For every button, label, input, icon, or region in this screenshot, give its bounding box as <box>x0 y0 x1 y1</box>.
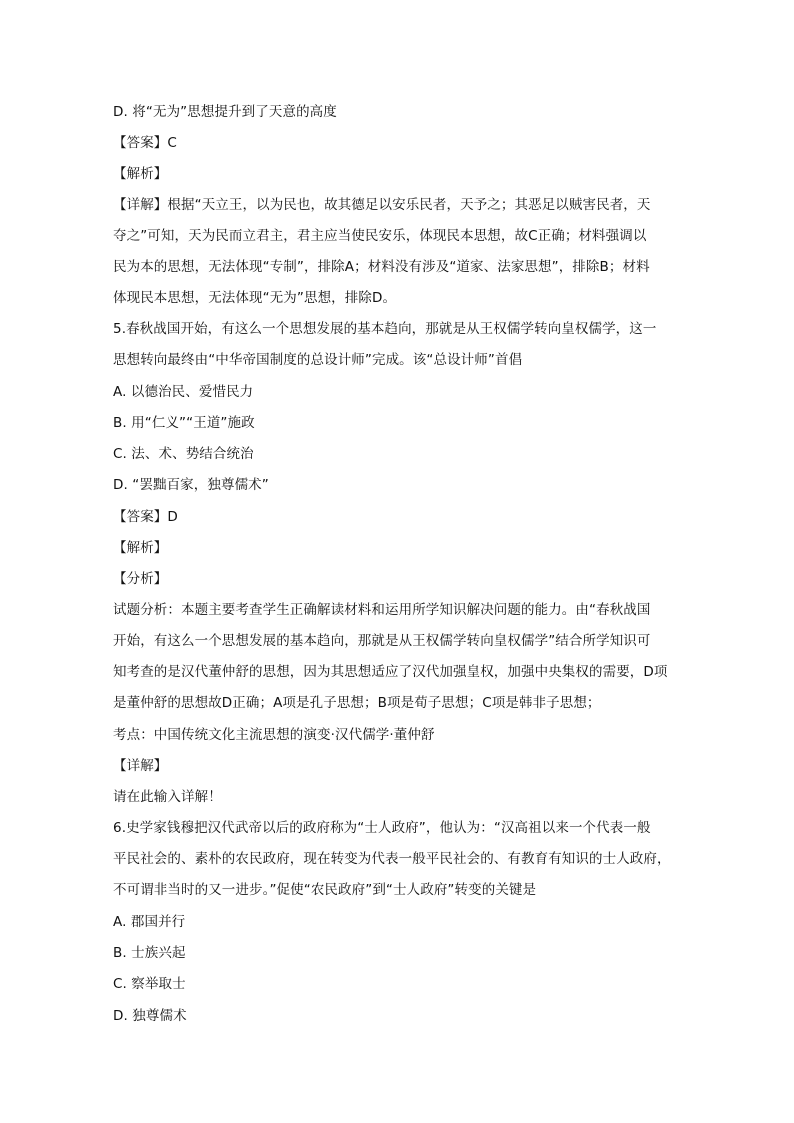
q5-answer: 【答案】D <box>113 509 178 525</box>
q6-stem-line-2: 平民社会的、素朴的农民政府，现在转变为代表一般平民社会的、有教育有知识的士人政府， <box>113 851 671 867</box>
q5-fenxi-heading: 【分析】 <box>113 571 168 587</box>
q5-option-a: A. 以德治民、爱惜民力 <box>113 384 254 400</box>
q6-option-c: C. 察举取士 <box>113 976 186 992</box>
q4-analysis-heading: 【解析】 <box>113 166 168 182</box>
q4-detail-line-3: 民为本的思想，无法体现“专制”，排除A；材料没有涉及“道家、法家思想”，排除B；材料 <box>113 259 650 275</box>
q5-fenxi-line-1: 试题分析：本题主要考查学生正确解读材料和运用所学知识解决问题的能力。由“春秋战国 <box>113 602 651 618</box>
q5-fenxi-line-2: 开始，有这么一个思想发展的基本趋向，那就是从王权儒学转向皇权儒学”结合所学知识可 <box>113 633 651 649</box>
q4-option-d: D. 将“无为”思想提升到了天意的高度 <box>113 104 337 120</box>
q5-stem-line-1: 5.春秋战国开始，有这么一个思想发展的基本趋向，那就是从王权儒学转向皇权儒学，这一 <box>113 321 657 337</box>
q5-option-b: B. 用“仁义”“王道”施政 <box>113 415 255 431</box>
q6-stem-line-1: 6.史学家钱穆把汉代武帝以后的政府称为“士人政府”，他认为：“汉高祖以来一个代表一般 <box>113 820 651 836</box>
q6-option-d: D. 独尊儒术 <box>113 1008 187 1024</box>
q6-option-a: A. 郡国并行 <box>113 914 186 930</box>
q5-fenxi-line-4: 是董仲舒的思想故D正确；A项是孔子思想；B项是荀子思想；C项是韩非子思想； <box>113 695 601 711</box>
q4-detail-line-2: 夺之”可知，天为民而立君主，君主应当使民安乐，体现民本思想，故C正确；材料强调以 <box>113 228 647 244</box>
q5-analysis-heading: 【解析】 <box>113 540 168 556</box>
q5-detail-text: 请在此输入详解！ <box>113 789 222 805</box>
q4-detail-line-1: 【详解】根据“天立王，以为民也，故其德足以安乐民者，天予之；其恶足以贼害民者，天 <box>113 197 651 213</box>
q5-detail-heading: 【详解】 <box>113 758 168 774</box>
q5-option-c: C. 法、术、势结合统治 <box>113 446 254 462</box>
q5-stem-line-2: 思想转向最终由“中华帝国制度的总设计师”完成。该“总设计师”首倡 <box>113 352 523 368</box>
q6-stem-line-3: 不可谓非当时的又一进步。”促使“农民政府”到“士人政府”转变的关键是 <box>113 882 537 898</box>
q5-option-d: D. “罢黜百家，独尊儒术” <box>113 477 269 493</box>
q5-fenxi-line-3: 知考查的是汉代董仲舒的思想，因为其思想适应了汉代加强皇权，加强中央集权的需要，D项 <box>113 664 668 680</box>
q4-answer: 【答案】C <box>113 135 177 151</box>
q5-kaodian: 考点：中国传统文化主流思想的演变·汉代儒学·董仲舒 <box>113 727 435 743</box>
q4-detail-line-4: 体现民本思想，无法体现“无为”思想，排除D。 <box>113 290 397 306</box>
q6-option-b: B. 士族兴起 <box>113 945 186 961</box>
